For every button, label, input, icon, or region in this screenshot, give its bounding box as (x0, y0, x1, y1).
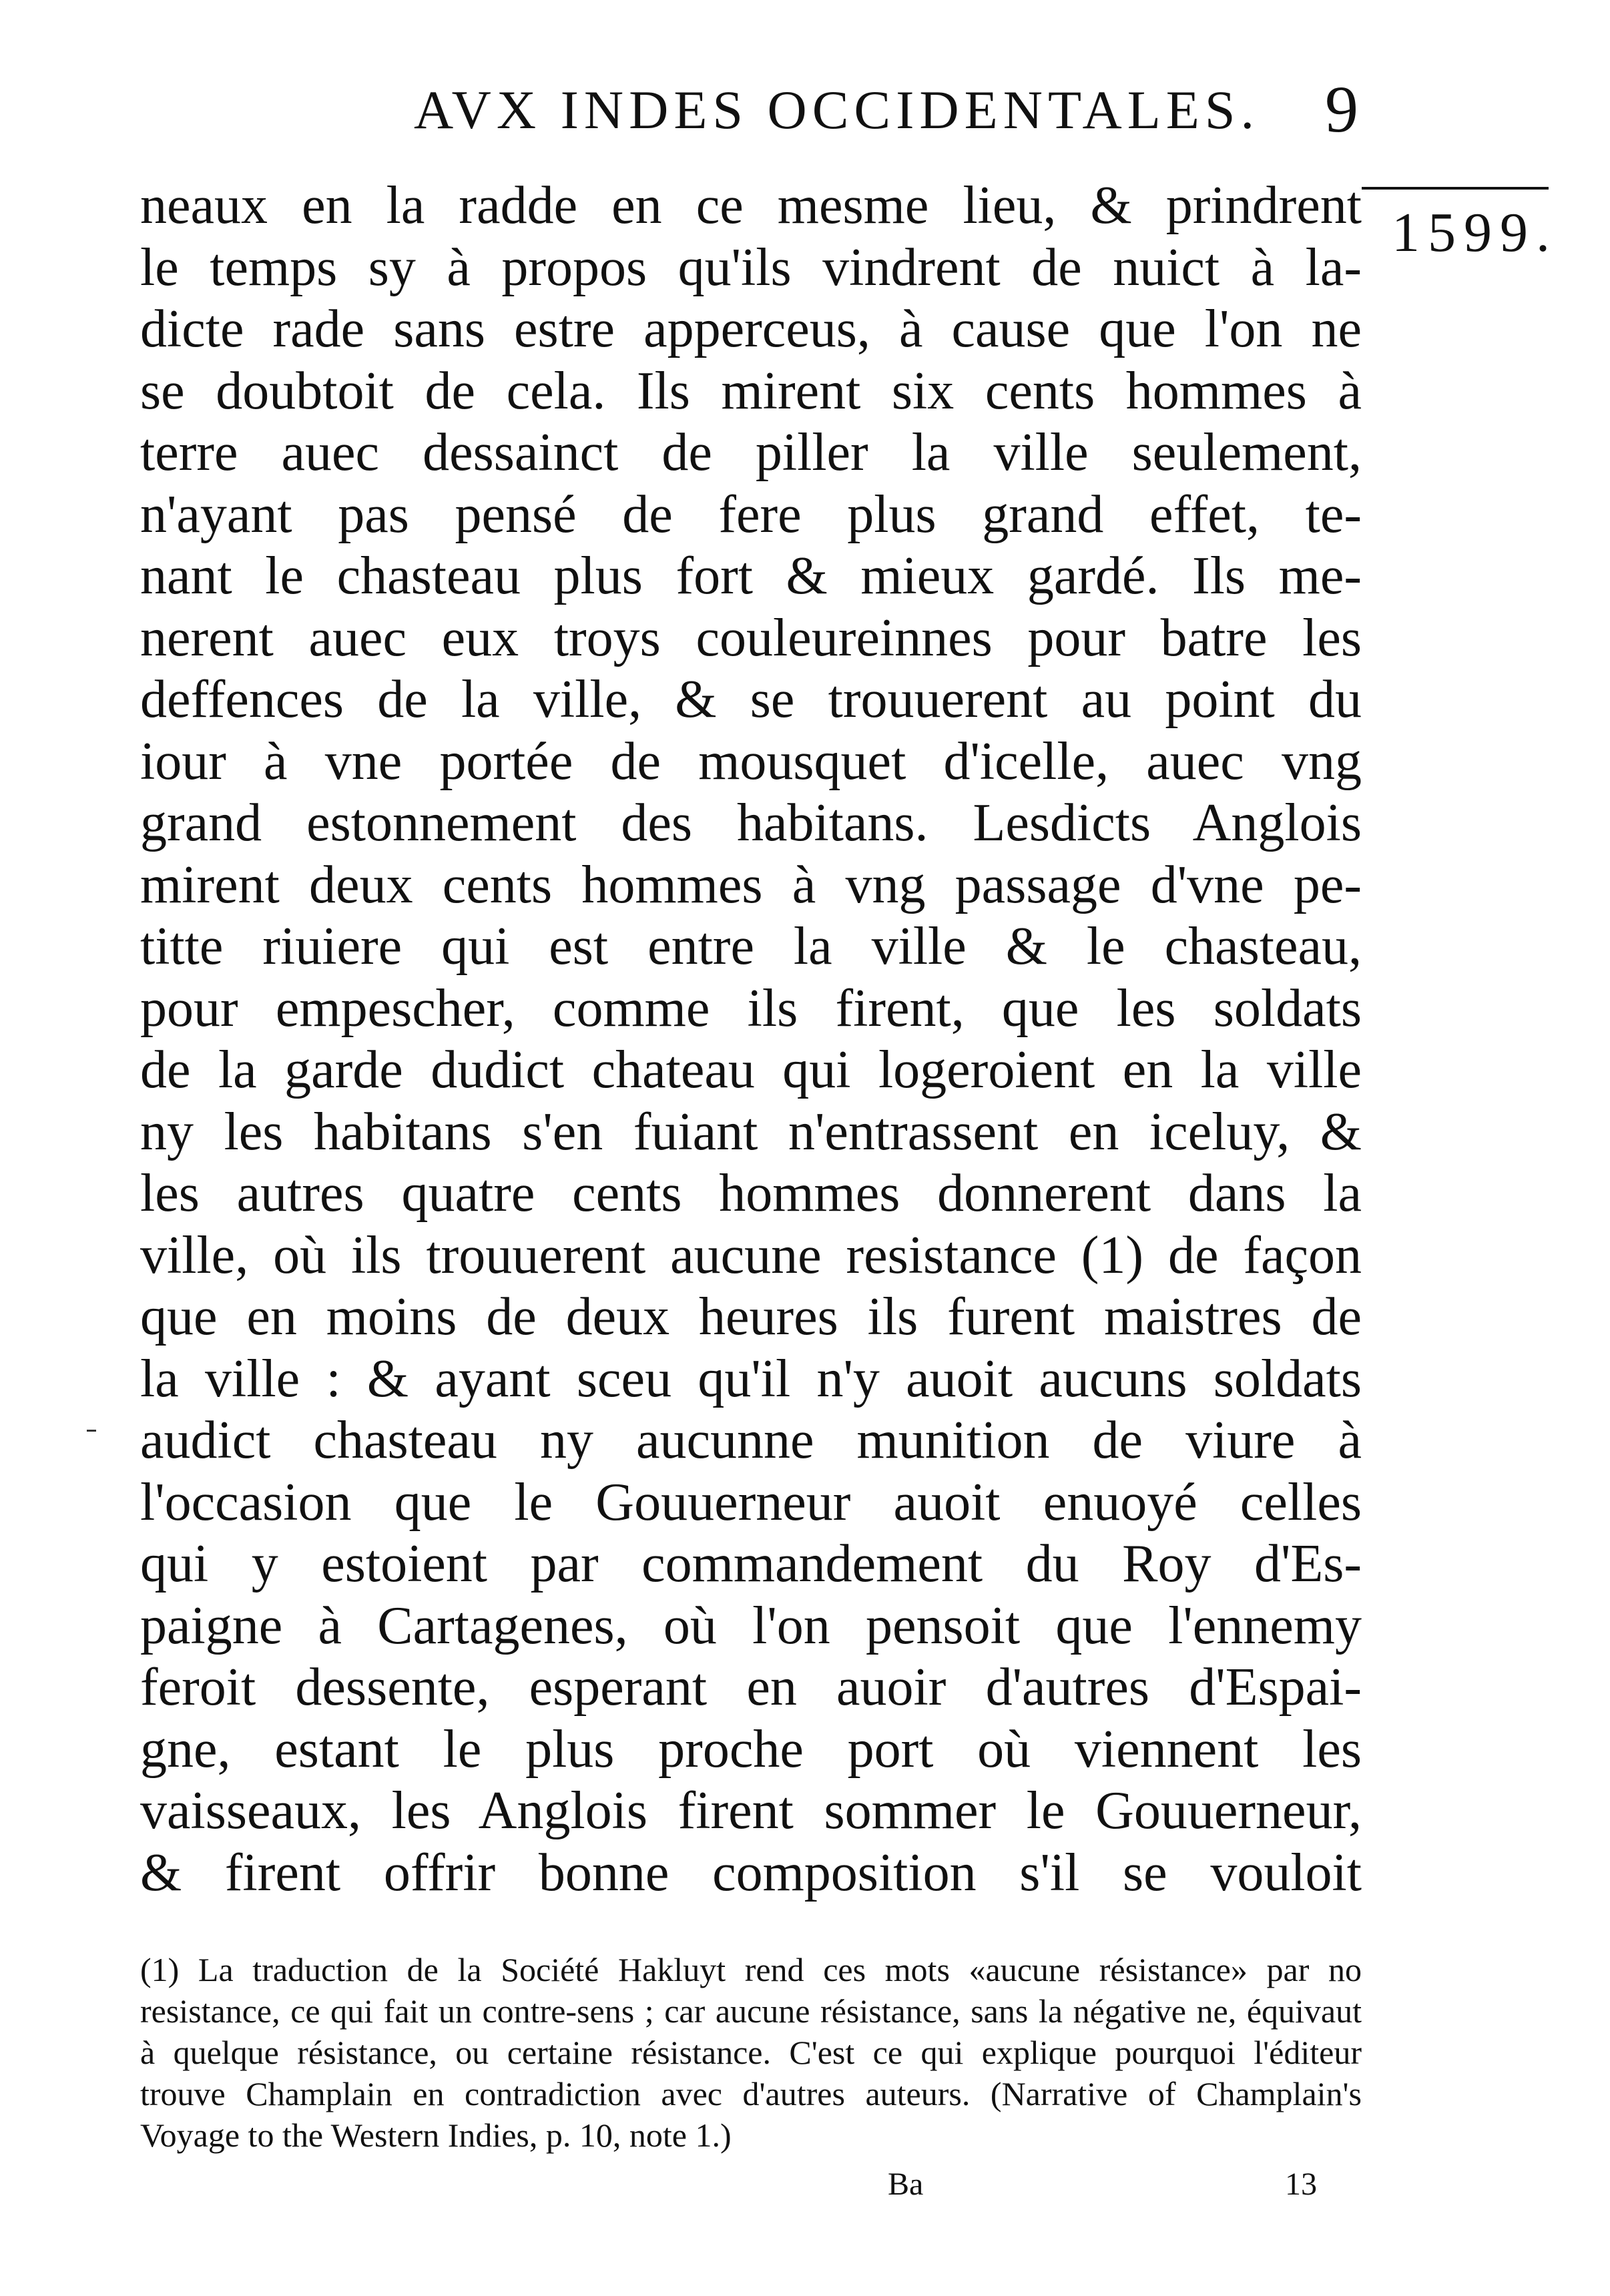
page-number: 9 (1325, 72, 1358, 146)
body-line: les autres quatre cents hommes donnerent dans la (140, 1164, 1362, 1223)
body-line: titte riuiere qui est entre la ville & le chasteau, (140, 917, 1362, 976)
footnote (140, 1949, 1362, 2156)
body-line: mirent deux cents hommes à vng passage d'vne pe- (140, 855, 1362, 914)
running-title: AVX INDES OCCIDENTALES. (414, 79, 1260, 140)
footnote-line: (1) La traduction de la Société Hakluyt rend ces mots «aucune résistance» par no (140, 1951, 1362, 1988)
body-line: le temps sy à propos qu'ils vindrent de nuict à la- (140, 238, 1362, 297)
margin-year-note: 1599. (1392, 202, 1558, 264)
body-line: la ville : & ayant sceu qu'il n'y auoit aucuns soldats (140, 1349, 1362, 1408)
footnote-line: à quelque résistance, ou certaine résistance. C'est ce qui explique pourquoi l'éditeur (140, 2034, 1362, 2071)
body-line: dicte rade sans estre apperceus, à cause que l'on ne (140, 300, 1362, 358)
sheet-number: 13 (1285, 2167, 1317, 2202)
footnote-line: trouve Champlain en contradiction avec d'autres auteurs. (Narrative of Champlain's (140, 2075, 1362, 2112)
signature-mark: Ba (888, 2167, 924, 2202)
body-line: audict chasteau ny aucunne munition de viure à (140, 1411, 1362, 1470)
body-line: iour à vne portée de mousquet d'icelle, auec vng (140, 732, 1362, 791)
body-line: paigne à Cartagenes, où l'on pensoit que l'ennemy (140, 1596, 1362, 1655)
footnote-line: Voyage to the Western Indies, p. 10, note 1.) (140, 2116, 732, 2154)
body-line: n'ayant pas pensé de fere plus grand effet, te- (140, 485, 1362, 544)
body-line: nant le chasteau plus fort & mieux gardé. Ils me- (140, 547, 1362, 605)
body-line: deffences de la ville, & se trouuerent au point du (140, 670, 1362, 729)
body-line: grand estonnement des habitans. Lesdicts Anglois (140, 794, 1362, 852)
body-line: feroit dessente, esperant en auoir d'autres d'Espai- (140, 1658, 1362, 1717)
page-header (0, 67, 1610, 147)
body-line: terre auec dessainct de piller la ville seulement, (140, 423, 1362, 482)
body-line: neaux en la radde en ce mesme lieu, & prindrent (140, 176, 1362, 235)
body-line: de la garde dudict chateau qui logeroient en la ville (140, 1041, 1362, 1099)
body-line: & firent offrir bonne composition s'il se vouloit (140, 1843, 1362, 1902)
body-line: ville, où ils trouuerent aucune resistance (1) de façon (140, 1225, 1362, 1285)
footnote-line: resistance, ce qui fait un contre-sens ; car aucune résistance, sans la négative ne, équivaut (140, 1992, 1362, 2030)
body-line: pour empescher, comme ils firent, que les soldats (140, 978, 1362, 1038)
body-line: nerent auec eux troys couleureinnes pour batre les (140, 608, 1362, 667)
body-line: se doubtoit de cela. Ils mirent six cents hommes à (140, 361, 1362, 420)
body-line: que en moins de deux heures ils furent maistres de (140, 1287, 1362, 1346)
margin-rule (1362, 187, 1549, 190)
body-line: ny les habitans s'en fuiant n'entrassent en iceluy, & (140, 1102, 1362, 1161)
body-line: l'occasion que le Gouuerneur auoit enuoyé celles (140, 1472, 1362, 1532)
body-line: vaisseaux, les Anglois firent sommer le Gouuerneur, (140, 1781, 1362, 1840)
body-line: qui y estoient par commandement du Roy d'Es- (140, 1534, 1362, 1593)
stray-ink-mark (87, 1430, 96, 1432)
body-line: gne, estant le plus proche port où viennent les (140, 1719, 1362, 1779)
body-text (140, 175, 1362, 1904)
